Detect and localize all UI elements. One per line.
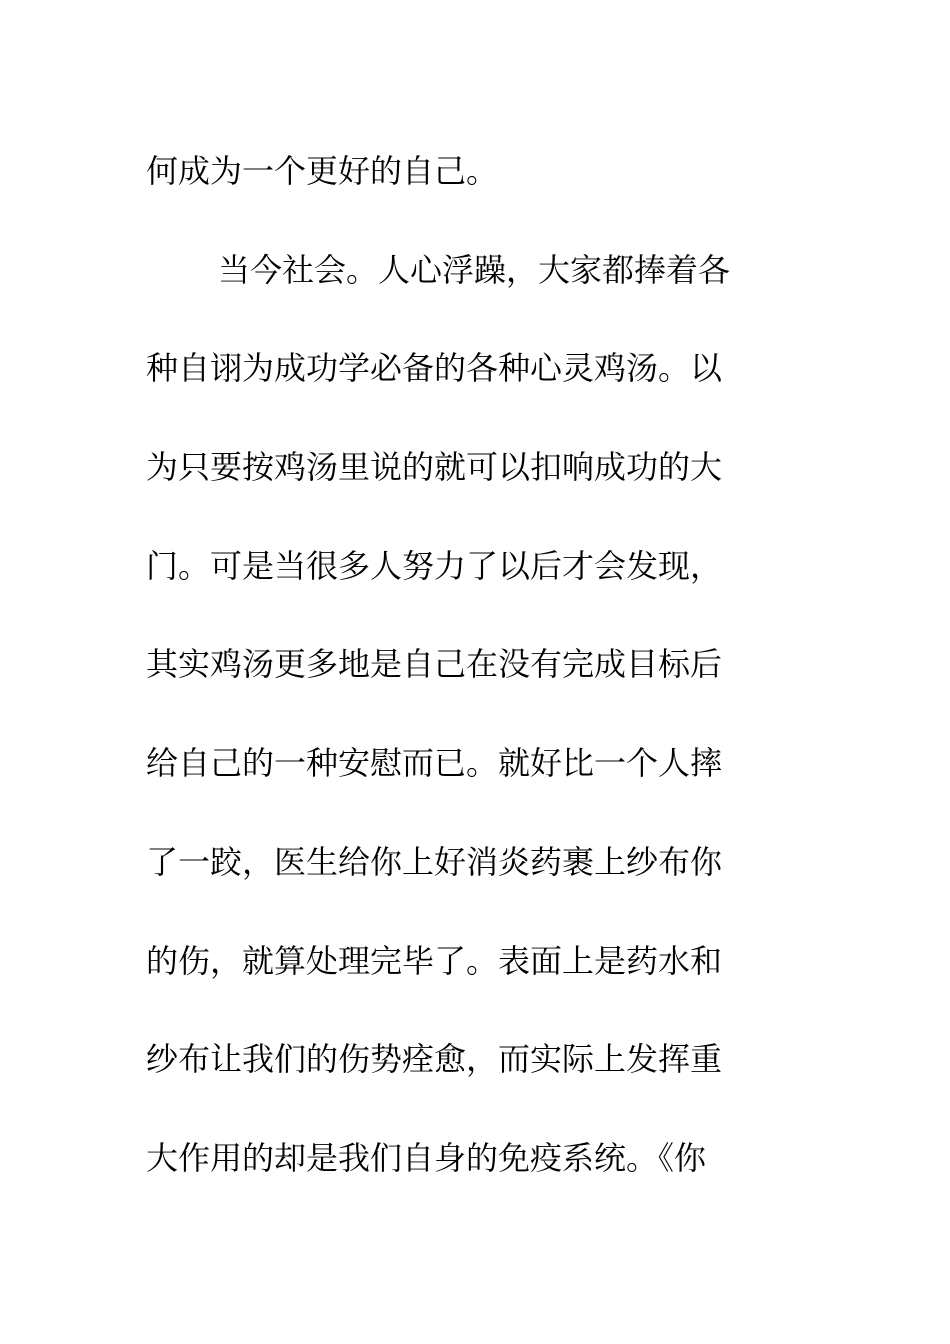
body-text: [146, 122, 786, 1208]
text-line: 其实鸡汤更多地是自己在没有完成目标后: [146, 645, 723, 684]
text-line: 大作用的却是我们自身的免疫系统。《你: [146, 1138, 707, 1177]
text-line: 的伤，就算处理完毕了。表面上是药水和: [146, 941, 723, 980]
paragraph-first-line: 当今社会。人心浮躁，大家都捧着各: [218, 250, 731, 289]
text-line: 纱布让我们的伤势痊愈，而实际上发挥重: [146, 1040, 723, 1079]
text-line: 了一跤，医生给你上好消炎药裹上纱布你: [146, 842, 723, 881]
text-line: 为只要按鸡汤里说的就可以扣响成功的大: [146, 448, 723, 487]
text-line: 门。可是当很多人努力了以后才会发现，: [146, 546, 723, 585]
text-line: 种自诩为成功学必备的各种心灵鸡汤。以: [146, 349, 723, 388]
text-line: 何成为一个更好的自己。: [146, 152, 499, 190]
text-line: 给自己的一种安慰而已。就好比一个人摔: [146, 744, 723, 783]
